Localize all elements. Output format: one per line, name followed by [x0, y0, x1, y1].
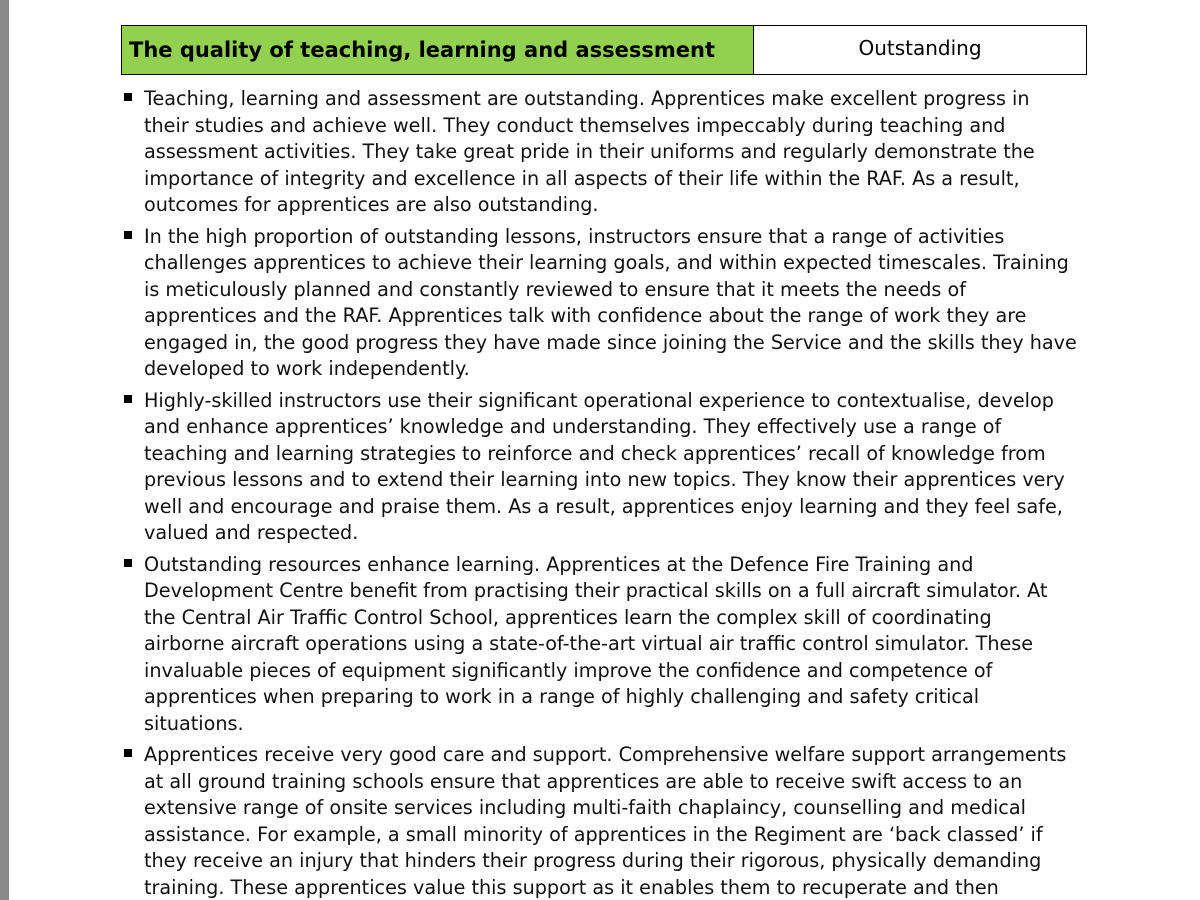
bullet-text-line: challenges apprentices to achieve their learning goals, and within expected timescales. Training	[144, 251, 1069, 274]
bullet-paragraph	[122, 742, 1082, 900]
bullet-square-icon	[124, 395, 132, 403]
bullet-text-line: developed to work independently.	[144, 357, 470, 380]
bullet-text-line: invaluable pieces of equipment significantly improve the confidence and competence of	[144, 658, 993, 682]
bullet-text-line: Outstanding resources enhance learning. Apprentices at the Defence Fire Training and	[144, 552, 974, 576]
bullet-text-line: Teaching, learning and assessment are outstanding. Apprentices make excellent progress in	[144, 87, 1030, 110]
bullet-text-line: Apprentices receive very good care and support. Comprehensive welfare support arrangements	[144, 743, 1067, 766]
bullet-paragraph	[122, 224, 1082, 383]
bullet-text-line: importance of integrity and excellence in all aspects of their life within the RAF. As a result,	[144, 166, 1020, 190]
bullet-paragraph	[122, 388, 1082, 547]
bullet-text-line: at all ground training schools ensure that apprentices are able to receive swift access to an	[144, 769, 1023, 793]
bullet-square-icon	[124, 749, 132, 757]
bullet-text-line: and enhance apprentices’ knowledge and understanding. They effectively use a range of	[144, 415, 1002, 438]
judgement-grade: Outstanding	[858, 36, 982, 60]
bullet-text-line: assistance. For example, a small minority of apprentices in the Regiment are ‘back classed’ if	[144, 822, 1043, 846]
bullet-text-line: apprentices when preparing to work in a range of highly challenging and safety critical	[144, 685, 980, 708]
bullet-text-line: valued and respected.	[144, 521, 359, 544]
bullet-text-line: assessment activities. They take great pride in their uniforms and regularly demonstrate the	[144, 140, 1035, 163]
bullet-text-line: they receive an injury that hinders their progress during their rigorous, physically demanding	[144, 849, 1042, 872]
bullet-text-line: apprentices and the RAF. Apprentices talk with confidence about the range of work they are	[144, 304, 1027, 327]
bullet-text-line: extensive range of onsite services including multi-faith chaplaincy, counselling and medical	[144, 796, 1026, 819]
bullet-text-line: situations.	[144, 711, 244, 735]
bullet-text-line: training. These apprentices value this support as it enables them to recuperate and then	[144, 875, 999, 899]
bullet-text-line: Highly-skilled instructors use their significant operational experience to contextualise, develop	[144, 388, 1054, 412]
bullet-text-line: their studies and achieve well. They conduct themselves impeccably during teaching and	[144, 113, 1006, 137]
bullet-text-line: well and encourage and praise them. As a result, apprentices enjoy learning and they feel safe,	[144, 494, 1063, 518]
judgement-heading: The quality of teaching, learning and assessment	[122, 26, 754, 74]
document-page	[9, 0, 1200, 900]
bullet-list	[122, 86, 1082, 900]
bullet-text-line: is meticulously planned and constantly reviewed to ensure that it meets the needs of	[144, 277, 967, 301]
bullet-text-line: airborne aircraft operations using a state-of-the-art virtual air traffic control simulator. These	[144, 632, 1034, 655]
bullet-square-icon	[124, 231, 132, 239]
bullet-text-line: Development Centre benefit from practising their practical skills on a full aircraft simulator. At	[144, 579, 1048, 602]
bullet-text-line: engaged in, the good progress they have made since joining the Service and the skills they have	[144, 330, 1077, 354]
bullet-text-line: In the high proportion of outstanding lessons, instructors ensure that a range of activities	[144, 224, 1005, 248]
bullet-square-icon	[124, 93, 132, 101]
bullet-text-line: previous lessons and to extend their learning into new topics. They know their apprentices very	[144, 468, 1065, 491]
bullet-text-line: the Central Air Traffic Control School, apprentices learn the complex skill of coordinating	[144, 605, 992, 629]
bullet-text-line: outcomes for apprentices are also outstanding.	[144, 193, 599, 216]
bullet-paragraph	[122, 552, 1082, 738]
judgement-table	[121, 25, 1087, 75]
bullet-square-icon	[124, 559, 132, 567]
bullet-paragraph	[122, 86, 1082, 219]
bullet-text-line: teaching and learning strategies to reinforce and check apprentices’ recall of knowledge from	[144, 441, 1046, 465]
